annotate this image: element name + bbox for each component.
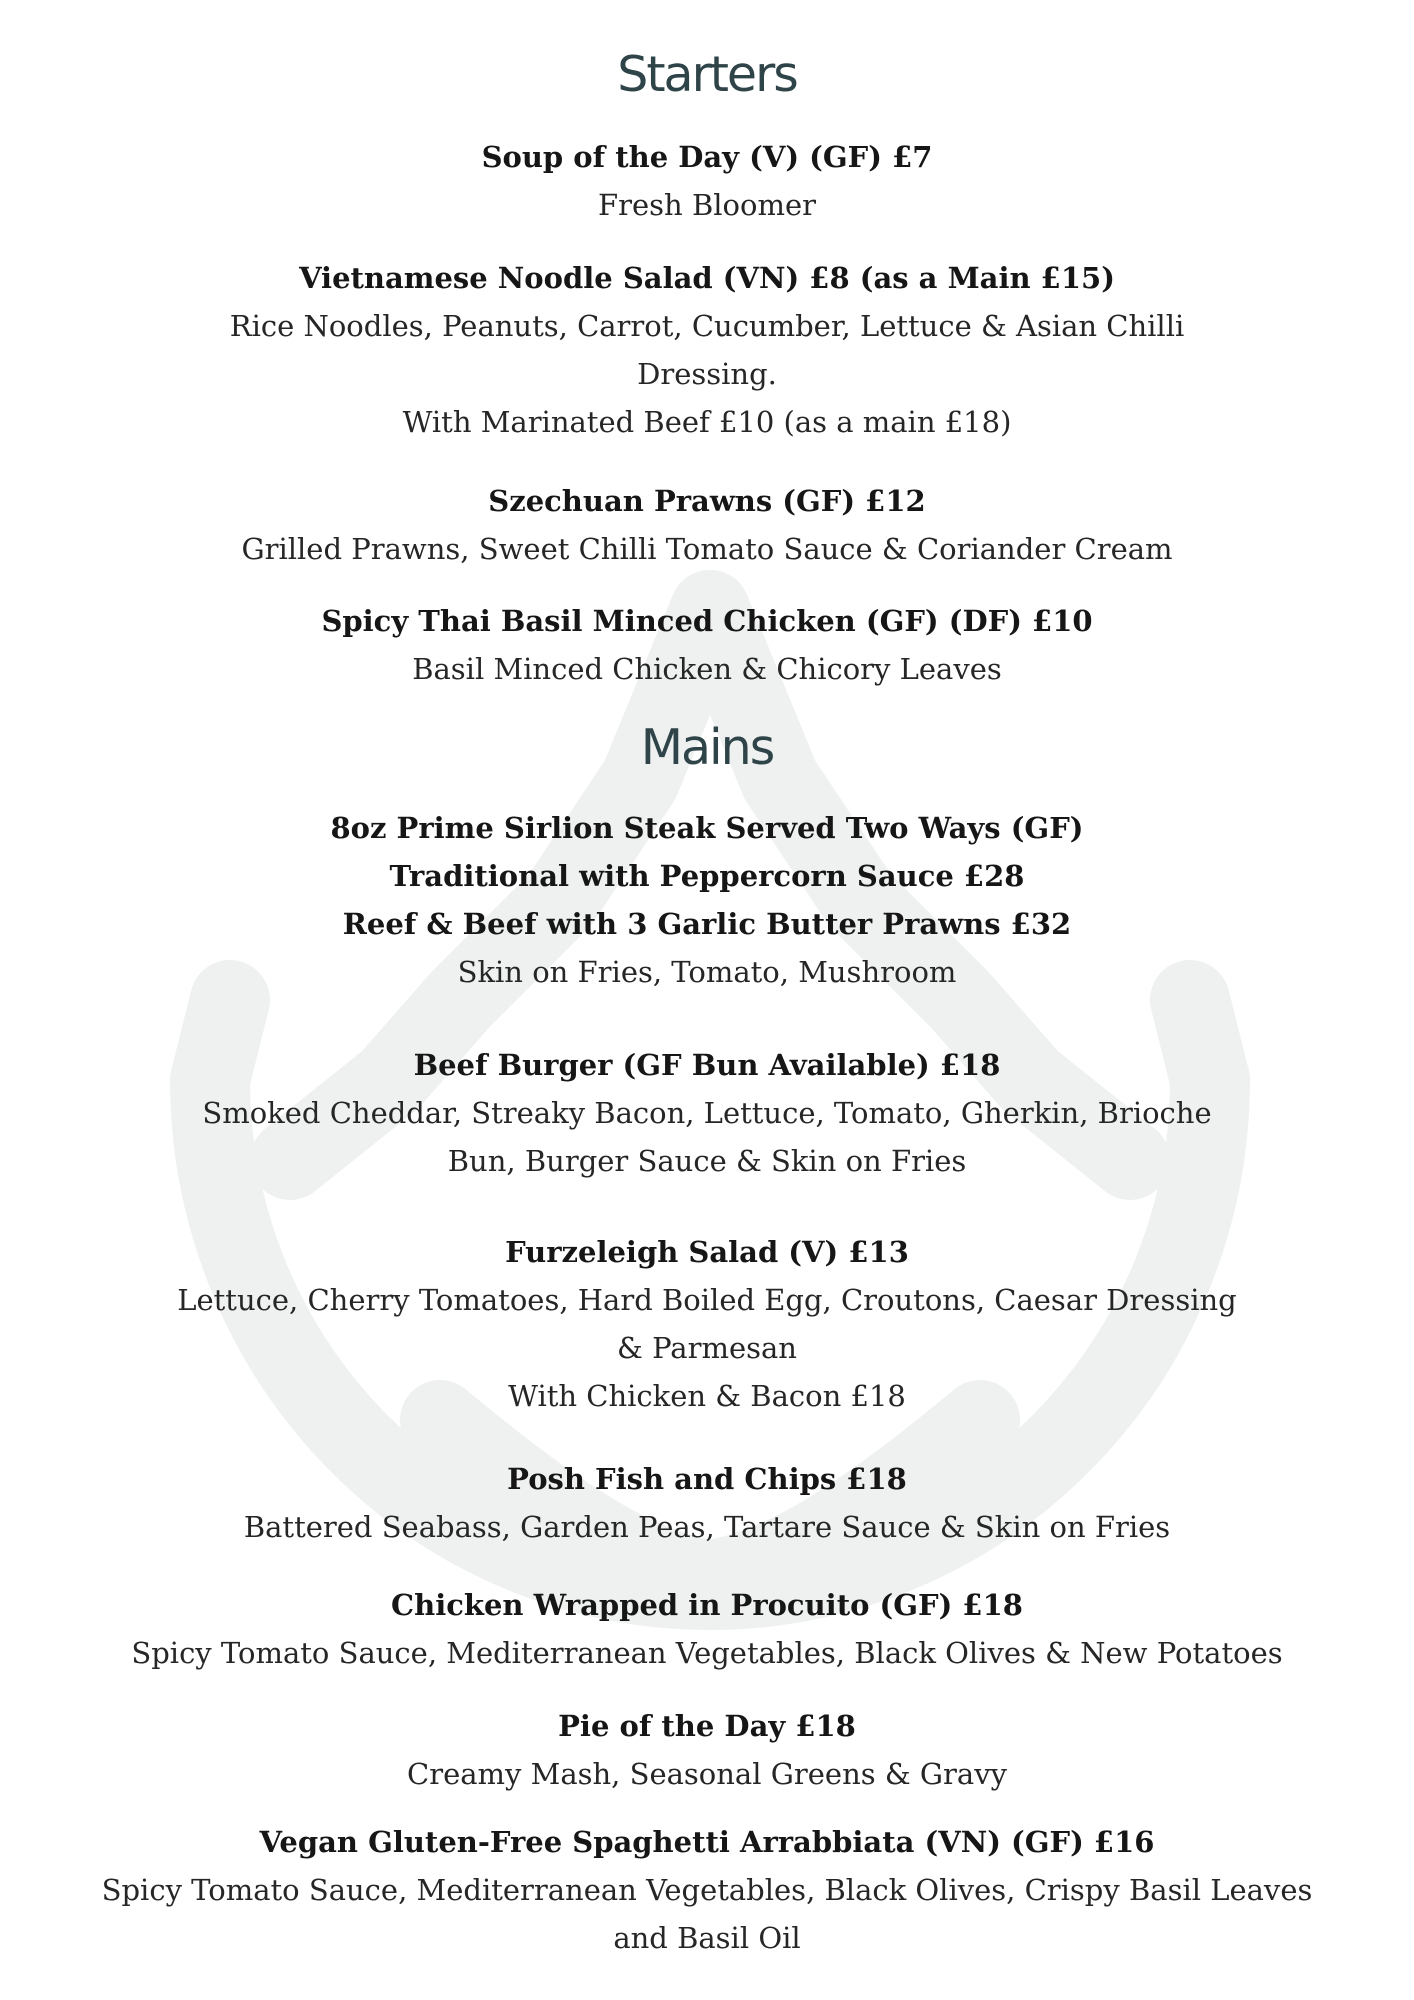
- section-title-mains: Mains: [640, 719, 774, 776]
- item-name: Furzeleigh Salad (V) £13: [505, 1235, 909, 1269]
- menu-item-fish-and-chips: [0, 1455, 1414, 1551]
- menu-item-arrabbiata: [0, 1818, 1414, 1962]
- menu-item-soup: [0, 133, 1414, 229]
- item-description: Spicy Tomato Sauce, Mediterranean Vegetables, Black Olives & New Potatoes: [131, 1636, 1283, 1670]
- item-description: Battered Seabass, Garden Peas, Tartare Sauce & Skin on Fries: [243, 1510, 1171, 1544]
- item-name: Szechuan Prawns (GF) £12: [488, 484, 926, 518]
- item-name: Vegan Gluten-Free Spaghetti Arrabbiata (VN) (GF) £16: [259, 1825, 1155, 1859]
- item-option: With Chicken & Bacon £18: [508, 1379, 906, 1413]
- item-description: Smoked Cheddar, Streaky Bacon, Lettuce, Tomato, Gherkin, Brioche: [202, 1096, 1212, 1130]
- item-variant: Traditional with Peppercorn Sauce £28: [389, 859, 1025, 893]
- menu-item-noodle-salad: [0, 254, 1414, 446]
- item-name: Vietnamese Noodle Salad (VN) £8 (as a Main £15): [299, 261, 1115, 295]
- item-variant: Reef & Beef with 3 Garlic Butter Prawns £32: [342, 907, 1072, 941]
- item-description: Basil Minced Chicken & Chicory Leaves: [412, 652, 1002, 686]
- item-name: Pie of the Day £18: [558, 1709, 856, 1743]
- item-name: 8oz Prime Sirlion Steak Served Two Ways (GF): [330, 811, 1084, 845]
- item-description: Skin on Fries, Tomato, Mushroom: [457, 955, 957, 989]
- item-description: Fresh Bloomer: [598, 188, 816, 222]
- item-description: Grilled Prawns, Sweet Chilli Tomato Sauce & Coriander Cream: [241, 532, 1173, 566]
- item-name: Spicy Thai Basil Minced Chicken (GF) (DF) £10: [321, 604, 1093, 638]
- item-description: Bun, Burger Sauce & Skin on Fries: [447, 1144, 967, 1178]
- menu-item-thai-chicken: [0, 597, 1414, 693]
- item-description: Spicy Tomato Sauce, Mediterranean Vegetables, Black Olives, Crispy Basil Leaves: [101, 1873, 1313, 1907]
- menu-item-steak: [0, 804, 1414, 996]
- menu-item-pie: [0, 1702, 1414, 1798]
- menu-item-burger: [0, 1041, 1414, 1185]
- item-description: and Basil Oil: [613, 1921, 801, 1955]
- item-description: Dressing.: [637, 357, 777, 391]
- item-name: Soup of the Day (V) (GF) £7: [481, 140, 933, 174]
- menu-item-salad: [0, 1228, 1414, 1420]
- menu-item-prawns: [0, 477, 1414, 573]
- section-title-starters: Starters: [617, 46, 797, 103]
- item-name: Posh Fish and Chips £18: [507, 1462, 907, 1496]
- item-name: Chicken Wrapped in Procuito (GF) £18: [391, 1588, 1023, 1622]
- item-description: & Parmesan: [617, 1331, 797, 1365]
- item-name: Beef Burger (GF Bun Available) £18: [413, 1048, 1001, 1082]
- item-description: Lettuce, Cherry Tomatoes, Hard Boiled Egg, Croutons, Caesar Dressing: [177, 1283, 1237, 1317]
- item-description: Creamy Mash, Seasonal Greens & Gravy: [407, 1757, 1007, 1791]
- item-option: With Marinated Beef £10 (as a main £18): [402, 405, 1012, 439]
- menu-item-chicken-procuito: [0, 1581, 1414, 1677]
- item-description: Rice Noodles, Peanuts, Carrot, Cucumber, Lettuce & Asian Chilli: [229, 309, 1185, 343]
